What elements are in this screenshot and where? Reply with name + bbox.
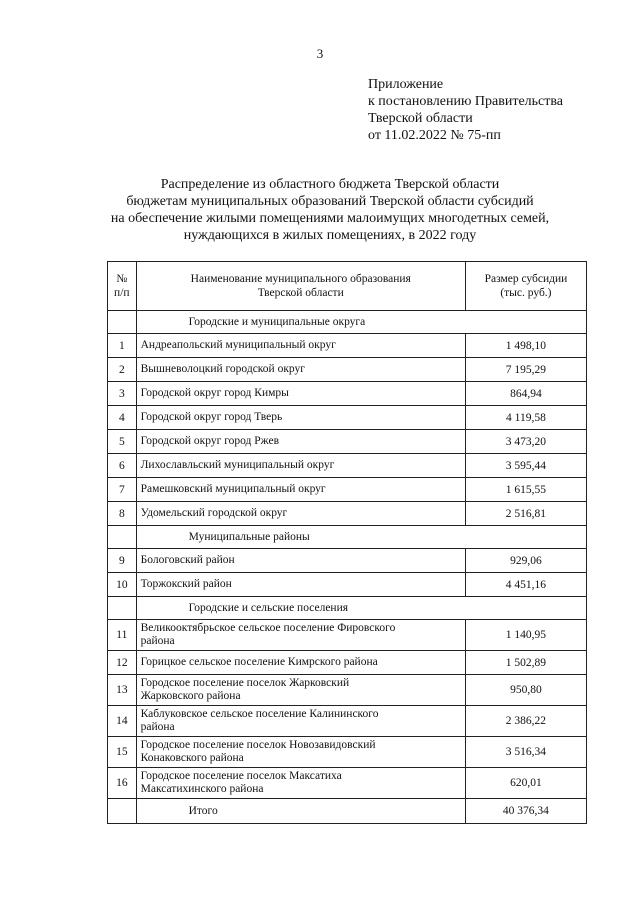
row-number: 16	[108, 768, 137, 799]
row-sum: 3 516,34	[465, 737, 586, 768]
group-row	[108, 597, 587, 620]
header-municipality: Наименование муниципального образования Тверской области	[136, 262, 465, 311]
table-row	[108, 768, 587, 799]
page-number: 3	[316, 46, 324, 61]
row-sum: 2 516,81	[465, 502, 586, 526]
row-name: Городской округ город Тверь	[136, 406, 465, 430]
row-number: 14	[108, 706, 137, 737]
title-line: на обеспечение жилыми помещениями малоимущих многодетных семей,	[110, 211, 550, 226]
row-sum: 3 595,44	[465, 454, 586, 478]
row-name: Рамешковский муниципальный округ	[136, 478, 465, 502]
table-row	[108, 430, 587, 454]
row-sum: 4 451,16	[465, 573, 586, 597]
table-row	[108, 454, 587, 478]
row-name: Удомельский городской округ	[136, 502, 465, 526]
row-sum: 864,94	[465, 382, 586, 406]
table-row	[108, 549, 587, 573]
row-number: 13	[108, 675, 137, 706]
row-sum: 1 502,89	[465, 651, 586, 675]
row-name: Великооктябрьское сельское поселение Фировского района	[136, 620, 465, 651]
row-number: 5	[108, 430, 137, 454]
row-name: Городской округ город Ржев	[136, 430, 465, 454]
row-sum: 3 473,20	[465, 430, 586, 454]
total-label: Итого	[136, 799, 465, 824]
total-sum: 40 376,34	[465, 799, 586, 824]
row-sum: 620,01	[465, 768, 586, 799]
table-row	[108, 478, 587, 502]
total-row	[108, 799, 587, 824]
subsidy-table	[107, 261, 587, 824]
row-name: Городское поселение поселок Жарковский Жарковского района	[136, 675, 465, 706]
title-line: бюджетам муниципальных образований Тверской области субсидий	[126, 194, 534, 209]
group-row	[108, 311, 587, 334]
table-row	[108, 675, 587, 706]
row-name: Вышневолоцкий городской округ	[136, 358, 465, 382]
appendix-block	[368, 76, 563, 144]
row-number: 11	[108, 620, 137, 651]
row-sum: 950,80	[465, 675, 586, 706]
table-row	[108, 358, 587, 382]
row-number: 7	[108, 478, 137, 502]
row-sum: 4 119,58	[465, 406, 586, 430]
row-number: 10	[108, 573, 137, 597]
row-sum: 1 615,55	[465, 478, 586, 502]
header-number: № п/п	[108, 262, 137, 311]
table-header-row	[108, 262, 587, 311]
row-number: 9	[108, 549, 137, 573]
title-line: нуждающихся в жилых помещениях, в 2022 году	[183, 228, 477, 243]
appendix-line: к постановлению Правительства	[368, 94, 564, 109]
header-subsidy: Размер субсидии (тыс. руб.)	[465, 262, 586, 311]
row-name: Каблуковское сельское поселение Калининского района	[136, 706, 465, 737]
row-name: Городское поселение поселок Максатиха Максатихинского района	[136, 768, 465, 799]
table-row	[108, 406, 587, 430]
appendix-line: Тверской области	[368, 111, 473, 126]
row-number: 1	[108, 334, 137, 358]
table-row	[108, 382, 587, 406]
table-row	[108, 737, 587, 768]
group-label: Муниципальные районы	[136, 526, 586, 549]
row-number: 6	[108, 454, 137, 478]
table-row	[108, 651, 587, 675]
row-number: 3	[108, 382, 137, 406]
table-row	[108, 502, 587, 526]
table-row	[108, 334, 587, 358]
row-sum: 2 386,22	[465, 706, 586, 737]
row-number: 15	[108, 737, 137, 768]
row-number: 2	[108, 358, 137, 382]
table-row	[108, 620, 587, 651]
row-sum: 1 140,95	[465, 620, 586, 651]
row-number: 12	[108, 651, 137, 675]
row-name: Городское поселение поселок Новозавидовский Конаковского района	[136, 737, 465, 768]
row-sum: 929,06	[465, 549, 586, 573]
table-row	[108, 573, 587, 597]
title-line: Распределение из областного бюджета Тверской области	[160, 177, 500, 192]
row-name: Торжокский район	[136, 573, 465, 597]
row-sum: 7 195,29	[465, 358, 586, 382]
row-number: 8	[108, 502, 137, 526]
group-label: Городские и сельские поселения	[136, 597, 586, 620]
group-label: Городские и муниципальные округа	[136, 311, 586, 334]
row-name: Бологовский район	[136, 549, 465, 573]
document-title	[60, 176, 600, 244]
appendix-line: Приложение	[368, 77, 444, 92]
row-name: Лихославльский муниципальный округ	[136, 454, 465, 478]
row-name: Городской округ город Кимры	[136, 382, 465, 406]
row-name: Горицкое сельское поселение Кимрского района	[136, 651, 465, 675]
row-number: 4	[108, 406, 137, 430]
table-row	[108, 706, 587, 737]
row-name: Андреапольский муниципальный округ	[136, 334, 465, 358]
group-row	[108, 526, 587, 549]
appendix-line: от 11.02.2022 № 75-пп	[368, 128, 501, 143]
row-sum: 1 498,10	[465, 334, 586, 358]
